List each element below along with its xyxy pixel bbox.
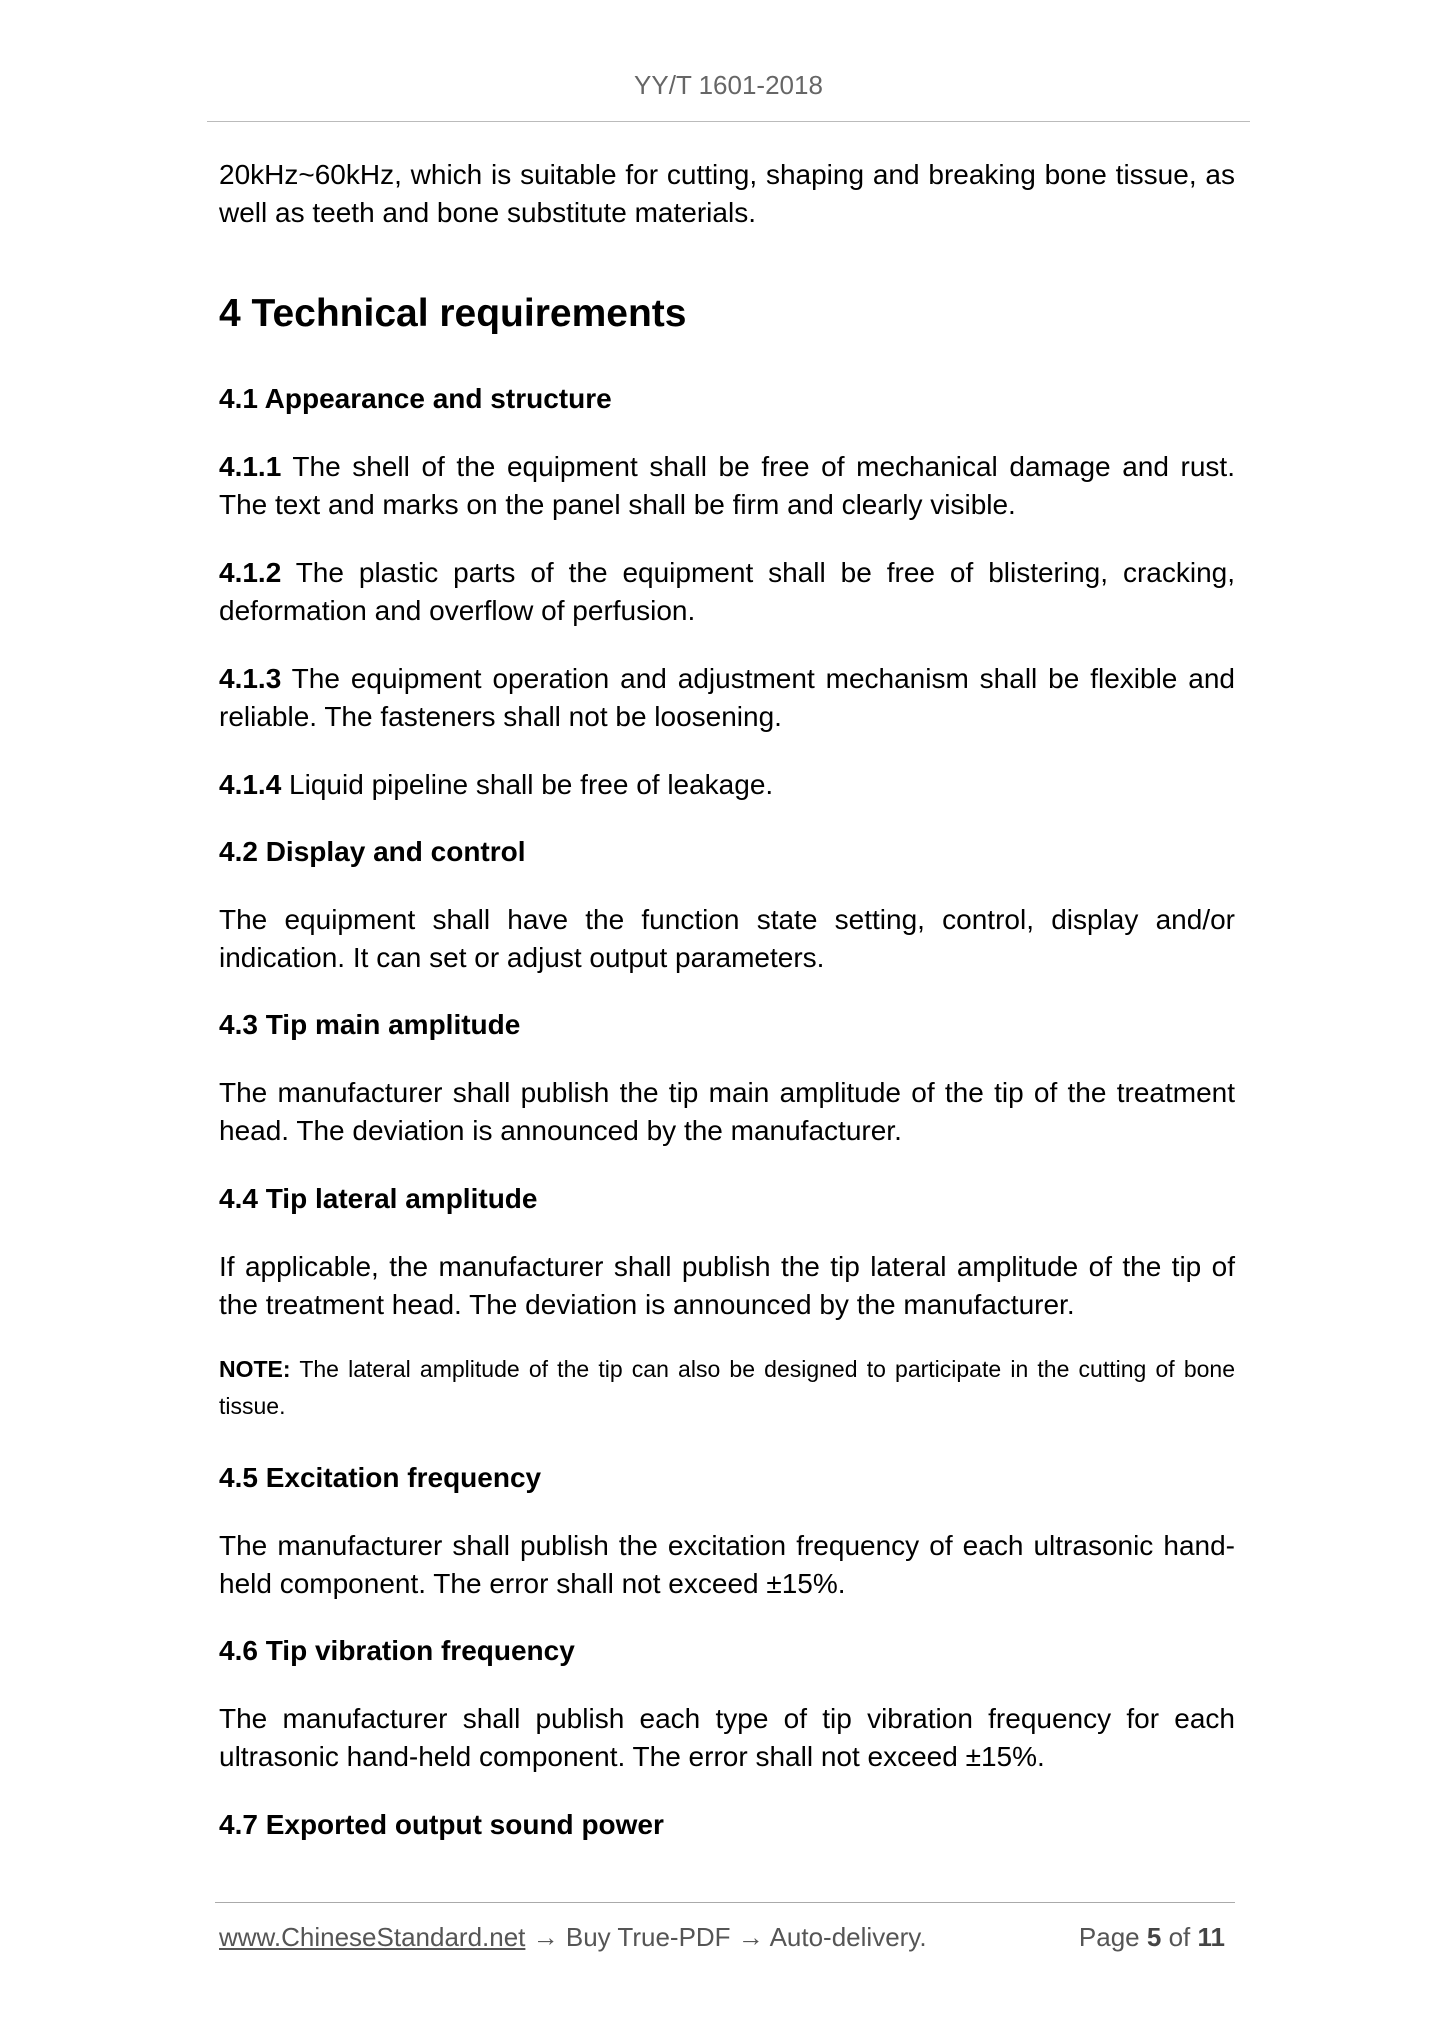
page-header: YY/T 1601-2018 [634,70,823,100]
section-4-1-title: 4.1 Appearance and structure [219,383,612,414]
footer-divider [215,1902,1235,1903]
item-text: Liquid pipeline shall be free of leakage. [281,769,774,800]
page-word: Page [1078,1922,1140,1952]
note-label: NOTE: [219,1356,291,1382]
website-link[interactable]: www.ChineseStandard.net [219,1922,526,1952]
item-number: 4.1.4 [219,769,282,800]
section-4-6-text: The manufacturer shall publish each type of tip vibration frequency for each ultrasonic hand-held component. The error shall not exceed ±15%. [219,1703,1235,1772]
footer-left [219,1922,927,1953]
item-4-1-2 [219,554,1235,630]
section-4-4-title: 4.4 Tip lateral amplitude [219,1183,538,1214]
section-4-2-text: The equipment shall have the function state setting, control, display and/or indication. It can set or adjust output parameters. [219,904,1235,973]
note [219,1351,1235,1425]
section-4-title: 4 Technical requirements [219,292,687,335]
item-4-1-1 [219,448,1235,524]
section-4-7-title: 4.7 Exported output sound power [219,1809,664,1840]
header-divider [207,121,1250,122]
item-text: The shell of the equipment shall be free of mechanical damage and rust. The text and marks on the panel shall be firm and clearly visible. [219,451,1235,520]
item-4-1-3 [219,660,1235,736]
section-4-4-text: If applicable, the manufacturer shall publish the tip lateral amplitude of the tip of the treatment head. The deviation is announced by the manufacturer. [219,1251,1235,1320]
of-word: of [1168,1922,1191,1952]
section-4-5-title: 4.5 Excitation frequency [219,1462,542,1493]
item-number: 4.1.3 [219,663,282,694]
footer-tagline: → Buy True-PDF → Auto-delivery. [525,1922,927,1952]
page-footer [219,1922,1225,1953]
section-4-3-text: The manufacturer shall publish the tip main amplitude of the tip of the treatment head. The deviation is announced by the manufacturer. [219,1077,1235,1146]
section-4-5-text: The manufacturer shall publish the excitation frequency of each ultrasonic hand-held component. The error shall not exceed ±15%. [219,1530,1235,1599]
section-4-2-title: 4.2 Display and control [219,836,526,867]
page-indicator [1079,1922,1225,1953]
page-number: 5 [1146,1922,1162,1952]
section-4-3-title: 4.3 Tip main amplitude [219,1009,521,1040]
section-4-6-title: 4.6 Tip vibration frequency [219,1635,575,1666]
item-number: 4.1.1 [219,451,282,482]
item-text: The plastic parts of the equipment shall be free of blistering, cracking, deformation and overflow of perfusion. [219,557,1235,626]
note-text: The lateral amplitude of the tip can also be designed to participate in the cutting of bone tissue. [219,1356,1235,1419]
item-4-1-4 [219,766,1235,804]
page-total: 11 [1197,1922,1225,1952]
item-text: The equipment operation and adjustment mechanism shall be flexible and reliable. The fasteners shall not be loosening. [219,663,1235,732]
item-number: 4.1.2 [219,557,282,588]
intro-paragraph: 20kHz~60kHz, which is suitable for cutting, shaping and breaking bone tissue, as well as teeth and bone substitute materials. [219,159,1235,228]
